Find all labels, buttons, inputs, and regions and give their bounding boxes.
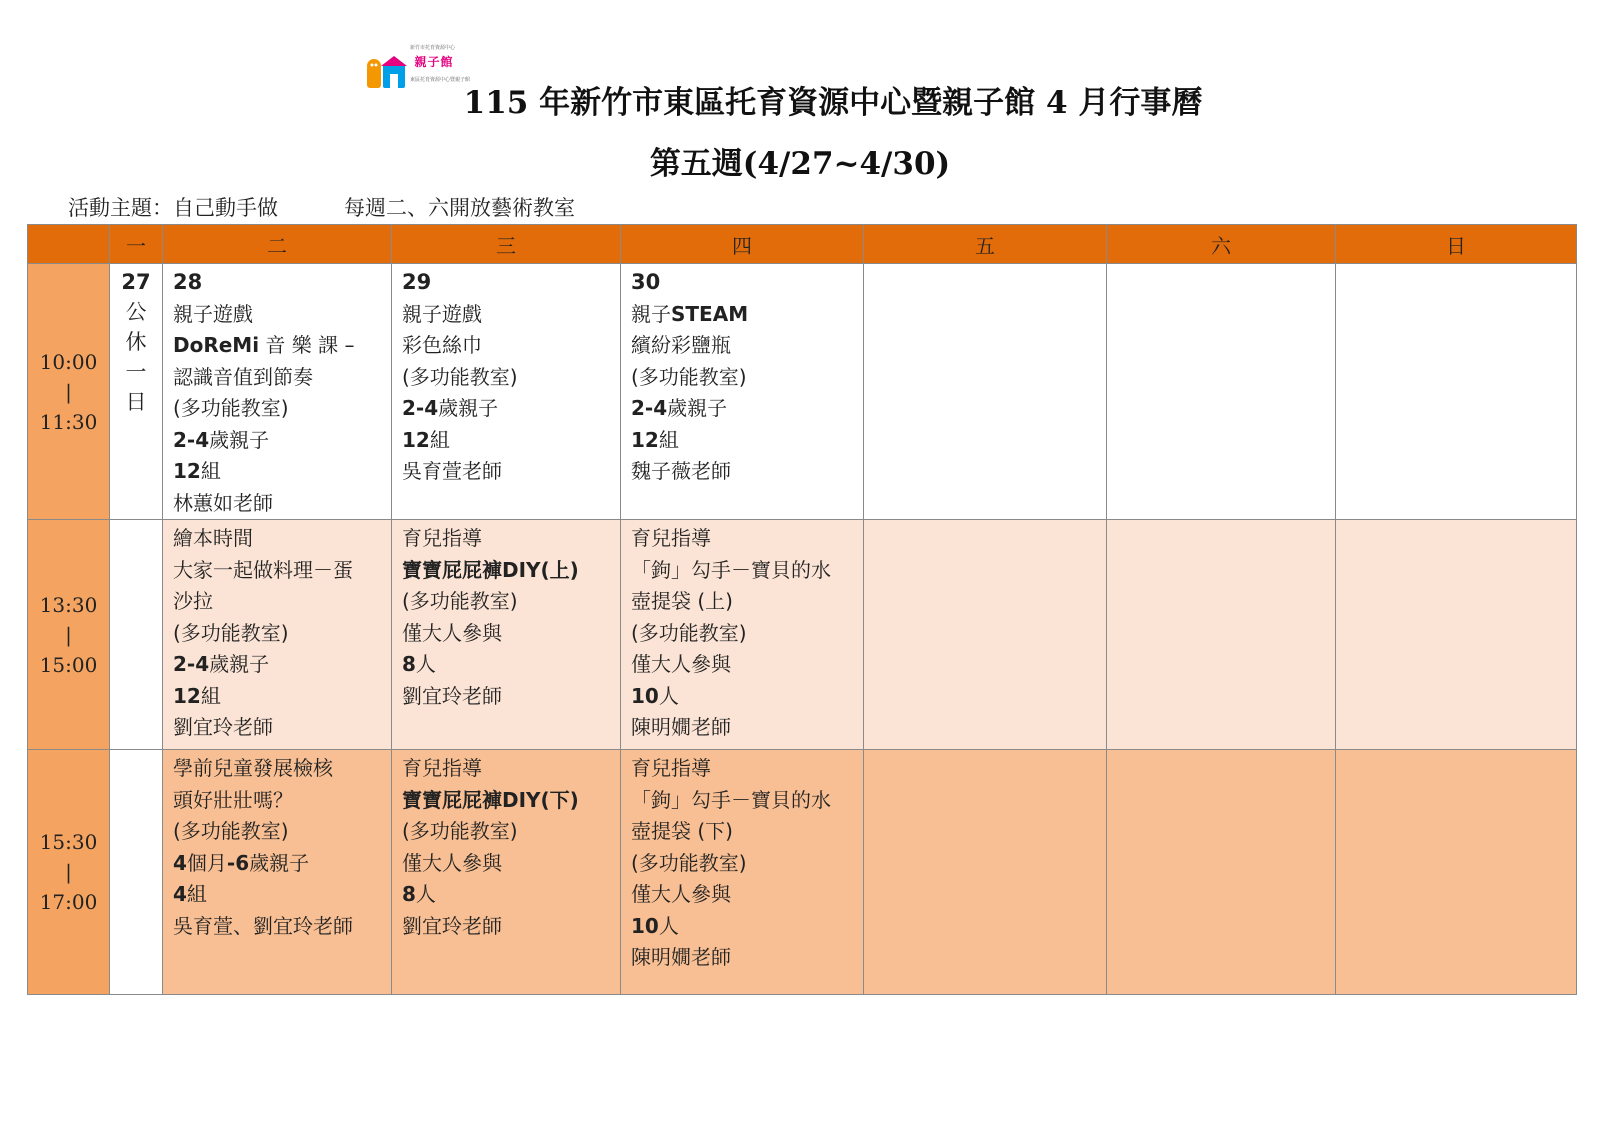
header-corner (28, 225, 110, 264)
empty-cell (864, 520, 1107, 750)
header-day: 日 (1336, 225, 1577, 264)
event-cell: 育兒指導 寶寶屁屁褲DIY(上) (多功能教室) 僅大人參與 8人 劉宜玲老師 (392, 520, 621, 750)
time-row-1 (28, 264, 1577, 520)
header-day: 三 (392, 225, 621, 264)
theme-line (68, 192, 575, 222)
empty-cell (1336, 264, 1577, 520)
time-slot: 10:00 | 11:30 (28, 264, 110, 520)
empty-cell (864, 264, 1107, 520)
logo-badge: 親子館 (414, 55, 454, 69)
date-number: 29 (402, 270, 432, 294)
monday-cell (110, 750, 163, 995)
logo-bottom-text: 東區托育資源中心暨親子館 (410, 77, 471, 83)
logo-top-text: 新竹市托育資源中心 (410, 45, 456, 51)
event-cell: 育兒指導 「鉤」勾手－寶貝的水 壺提袋 (上) (多功能教室) 僅大人參與 10人 陳明嫺老師 (621, 520, 864, 750)
time-slot: 13:30 | 15:00 (28, 520, 110, 750)
time-row-2 (28, 520, 1577, 750)
empty-cell (1336, 520, 1577, 750)
date-number: 28 (173, 270, 203, 294)
empty-cell (1107, 520, 1336, 750)
header-day: 一 (110, 225, 163, 264)
header-day: 六 (1107, 225, 1336, 264)
event-cell: 育兒指導 「鉤」勾手－寶貝的水 壺提袋 (下) (多功能教室) 僅大人參與 10人 陳明嫺老師 (621, 750, 864, 995)
time-row-3 (28, 750, 1577, 995)
empty-cell (1107, 750, 1336, 995)
date-number: 30 (631, 270, 661, 294)
header-day: 二 (163, 225, 392, 264)
event-cell: 28 親子遊戲 DoReMi 音 樂 課 – 認識音值到節奏 (多功能教室) 2-4歲親子 12組 林蕙如老師 (163, 264, 392, 520)
event-cell: 學前兒童發展檢核 頭好壯壯嗎？ (多功能教室) 4個月-6歲親子 4組 吳育萱、劉宜玲老師 (163, 750, 392, 995)
time-slot: 15:30 | 17:00 (28, 750, 110, 995)
event-cell: 30 親子STEAM 繽紛彩鹽瓶 (多功能教室) 2-4歲親子 12組 魏子薇老師 (621, 264, 864, 520)
event-cell: 育兒指導 寶寶屁屁褲DIY(下) (多功能教室) 僅大人參與 8人 劉宜玲老師 (392, 750, 621, 995)
monday-cell (110, 520, 163, 750)
event-cell: 繪本時間 大家一起做料理－蛋 沙拉 (多功能教室) 2-4歲親子 12組 劉宜玲老師 (163, 520, 392, 750)
header-row (28, 225, 1577, 264)
schedule-table (27, 224, 1577, 995)
date-number: 27 (121, 270, 151, 294)
week-subtitle: 第五週(4/27~4/30) (649, 146, 951, 182)
art-room-note: 每週二、六開放藝術教室 (344, 196, 575, 220)
header-day: 五 (864, 225, 1107, 264)
empty-cell (1107, 264, 1336, 520)
empty-cell (864, 750, 1107, 995)
activity-theme: 活動主題：自己動手做 (68, 196, 278, 220)
page-title: 115 年新竹市東區托育資源中心暨親子館 4 月行事曆 (463, 85, 1203, 121)
empty-cell (1336, 750, 1577, 995)
event-cell: 29 親子遊戲 彩色絲巾 (多功能教室) 2-4歲親子 12組 吳育萱老師 (392, 264, 621, 520)
header-day: 四 (621, 225, 864, 264)
monday-cell: 27 公 休 一 日 (110, 264, 163, 520)
